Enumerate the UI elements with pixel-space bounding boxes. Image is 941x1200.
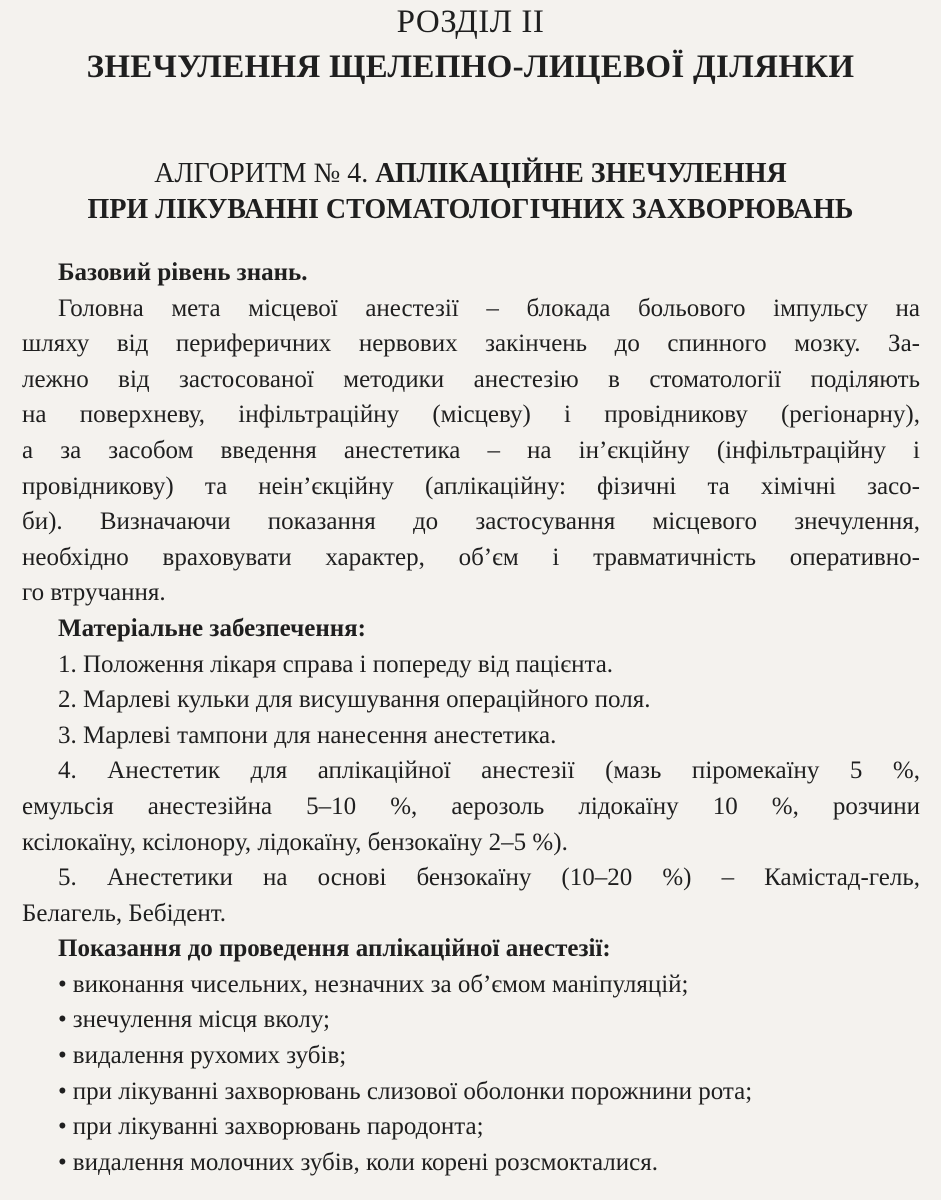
paragraph-line: на поверхневу, інфільтраційну (місцеву) і провідникову (регіонарну),: [22, 401, 920, 429]
paragraph-line: Головна мета місцевої анестезії – блокада больового імпульсу на: [58, 294, 920, 322]
section-title: ЗНЕЧУЛЕННЯ ЩЕЛЕПНО-ЛИЦЕВОЇ ДІЛЯНКИ: [86, 49, 855, 85]
item-line: Белагель, Бебідент.: [22, 899, 227, 927]
document-body: [22, 255, 920, 1180]
list-item: • знечулення місця вколу;: [22, 1002, 920, 1038]
item-line: ксілокаїну, ксілонору, лідокаїну, бензокаїну 2–5 %).: [22, 828, 568, 856]
materials-item-2: 2. Марлеві кульки для висушування операційного поля.: [58, 686, 651, 714]
paragraph-line: необхідно враховувати характер, об’єм і травматичність оперативно-: [22, 543, 920, 571]
bullet-icon: •: [58, 970, 67, 998]
basic-knowledge-heading: Базовий рівень знань.: [58, 259, 308, 286]
list-item: • при лікуванні захворювань пародонта;: [22, 1109, 920, 1145]
materials-item-1: 1. Положення лікаря справа і попереду від пацієнта.: [58, 650, 614, 678]
bullet-icon: •: [58, 1042, 67, 1070]
materials-item-4: [22, 753, 920, 860]
list-item: • при лікуванні захворювань слизової оболонки порожнини рота;: [22, 1074, 920, 1110]
basic-knowledge-paragraph: [22, 291, 920, 611]
algorithm-title-line1: АПЛІКАЦІЙНЕ ЗНЕЧУЛЕННЯ: [375, 158, 787, 189]
section-label: РОЗДІЛ II: [396, 4, 545, 40]
item-line: емульсія анестезійна 5–10 %, аерозоль лідокаїну 10 %, розчини: [22, 792, 920, 820]
list-item: • видалення молочних зубів, коли корені розсмокталися.: [22, 1145, 920, 1181]
algorithm-heading: [0, 156, 941, 228]
algorithm-title-line2: ПРИ ЛІКУВАННІ СТОМАТОЛОГІЧНИХ ЗАХВОРЮВАНЬ: [87, 194, 854, 225]
algorithm-prefix: АЛГОРИТМ № 4.: [154, 158, 369, 189]
bullet-icon: •: [58, 1006, 67, 1034]
materials-heading: Матеріальне забезпечення:: [58, 614, 366, 642]
item-line: 5. Анестетики на основі бензокаїну (10–20 %) – Камістад-гель,: [58, 864, 920, 892]
algorithm-heading-line2: [0, 192, 941, 228]
list-item: • виконання чисельних, незначних за об’ємом маніпуляцій;: [22, 967, 920, 1003]
paragraph-line: го втручання.: [22, 579, 166, 607]
algorithm-heading-line1: [0, 156, 941, 192]
bullet-icon: •: [58, 1148, 67, 1176]
paragraph-line: провідникову) та неін’єкційну (аплікаційну: фізичні та хімічні засо-: [22, 472, 920, 500]
paragraph-line: лежно від застосованої методики анестезію в стоматології поділяють: [22, 365, 920, 393]
bullet-icon: •: [58, 1077, 67, 1105]
item-line: 4. Анестетик для аплікаційної анестезії (мазь піромекаїну 5 %,: [58, 757, 920, 785]
indications-heading: Показання до проведення аплікаційної анестезії:: [58, 935, 611, 963]
paragraph-line: а за засобом введення анестетика – на ін’єкційну (інфільтраційну і: [22, 436, 920, 464]
materials-item-3: 3. Марлеві тампони для нанесення анестетика.: [58, 721, 557, 749]
paragraph-line: би). Визначаючи показання до застосування місцевого знечулення,: [22, 508, 920, 536]
list-item: • видалення рухомих зубів;: [22, 1038, 920, 1074]
materials-item-5: [22, 860, 920, 931]
paragraph-line: шляху від периферичних нервових закінчень до спинного мозку. За-: [22, 330, 920, 358]
bullet-icon: •: [58, 1113, 67, 1141]
